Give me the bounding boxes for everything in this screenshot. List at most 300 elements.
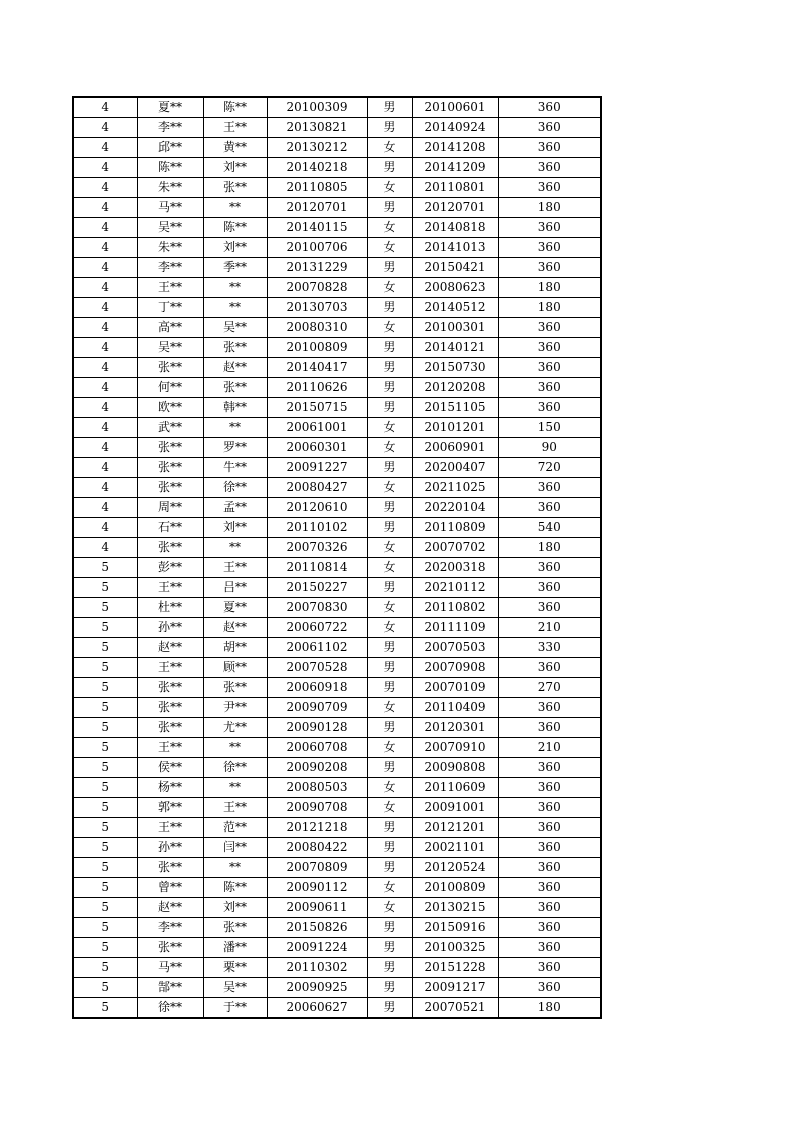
start-date-cell: 20080310 — [267, 318, 367, 338]
amount-cell: 180 — [498, 198, 601, 218]
start-date-cell: 20130703 — [267, 298, 367, 318]
start-date-cell: 20150227 — [267, 578, 367, 598]
start-date-cell: 20080503 — [267, 778, 367, 798]
table-row — [73, 518, 601, 538]
end-date-cell: 20210112 — [412, 578, 498, 598]
amount-cell: 720 — [498, 458, 601, 478]
gender-cell: 女 — [367, 798, 412, 818]
table-row — [73, 738, 601, 758]
start-date-cell: 20131229 — [267, 258, 367, 278]
table-row — [73, 178, 601, 198]
start-date-cell: 20070326 — [267, 538, 367, 558]
table-row — [73, 498, 601, 518]
amount-cell: 360 — [498, 398, 601, 418]
name-cell: 郭** — [137, 798, 203, 818]
table-row — [73, 358, 601, 378]
name-cell: 王** — [137, 658, 203, 678]
amount-cell: 90 — [498, 438, 601, 458]
table-row — [73, 538, 601, 558]
amount-cell: 360 — [498, 918, 601, 938]
contact-cell: ** — [203, 538, 267, 558]
name-cell: 陈** — [137, 158, 203, 178]
gender-cell: 女 — [367, 898, 412, 918]
group-cell: 4 — [73, 458, 137, 478]
contact-cell: 王** — [203, 558, 267, 578]
gender-cell: 男 — [367, 398, 412, 418]
amount-cell: 360 — [498, 478, 601, 498]
table-row — [73, 458, 601, 478]
start-date-cell: 20120701 — [267, 198, 367, 218]
table-row — [73, 718, 601, 738]
start-date-cell: 20060722 — [267, 618, 367, 638]
group-cell: 4 — [73, 518, 137, 538]
table-row — [73, 638, 601, 658]
gender-cell: 男 — [367, 97, 412, 118]
gender-cell: 女 — [367, 138, 412, 158]
start-date-cell: 20090208 — [267, 758, 367, 778]
gender-cell: 女 — [367, 438, 412, 458]
name-cell: 王** — [137, 738, 203, 758]
contact-cell: 夏** — [203, 598, 267, 618]
end-date-cell: 20110409 — [412, 698, 498, 718]
contact-cell: 张** — [203, 678, 267, 698]
name-cell: 邱** — [137, 138, 203, 158]
start-date-cell: 20060918 — [267, 678, 367, 698]
name-cell: 李** — [137, 118, 203, 138]
name-cell: 杨** — [137, 778, 203, 798]
end-date-cell: 20141208 — [412, 138, 498, 158]
name-cell: 彭** — [137, 558, 203, 578]
name-cell: 武** — [137, 418, 203, 438]
contact-cell: 顾** — [203, 658, 267, 678]
end-date-cell: 20141013 — [412, 238, 498, 258]
gender-cell: 女 — [367, 538, 412, 558]
end-date-cell: 20150421 — [412, 258, 498, 278]
table-row — [73, 258, 601, 278]
name-cell: 赵** — [137, 898, 203, 918]
table-row — [73, 878, 601, 898]
contact-cell: 张** — [203, 338, 267, 358]
group-cell: 4 — [73, 318, 137, 338]
group-cell: 4 — [73, 138, 137, 158]
name-cell: 李** — [137, 918, 203, 938]
table-row — [73, 618, 601, 638]
amount-cell: 360 — [498, 658, 601, 678]
contact-cell: 于** — [203, 998, 267, 1019]
table-row — [73, 398, 601, 418]
gender-cell: 女 — [367, 218, 412, 238]
group-cell: 4 — [73, 418, 137, 438]
name-cell: 郜** — [137, 978, 203, 998]
table-row — [73, 438, 601, 458]
contact-cell: 陈** — [203, 218, 267, 238]
start-date-cell: 20060627 — [267, 998, 367, 1019]
table-row — [73, 378, 601, 398]
start-date-cell: 20140218 — [267, 158, 367, 178]
group-cell: 5 — [73, 558, 137, 578]
end-date-cell: 20140924 — [412, 118, 498, 138]
amount-cell: 360 — [498, 138, 601, 158]
name-cell: 张** — [137, 718, 203, 738]
name-cell: 杜** — [137, 598, 203, 618]
name-cell: 夏** — [137, 97, 203, 118]
group-cell: 4 — [73, 298, 137, 318]
amount-cell: 360 — [498, 758, 601, 778]
contact-cell: 张** — [203, 178, 267, 198]
end-date-cell: 20120208 — [412, 378, 498, 398]
contact-cell: 吴** — [203, 978, 267, 998]
name-cell: 徐** — [137, 998, 203, 1019]
table-row — [73, 278, 601, 298]
amount-cell: 360 — [498, 858, 601, 878]
group-cell: 4 — [73, 338, 137, 358]
end-date-cell: 20110802 — [412, 598, 498, 618]
start-date-cell: 20100809 — [267, 338, 367, 358]
name-cell: 马** — [137, 198, 203, 218]
amount-cell: 360 — [498, 338, 601, 358]
group-cell: 5 — [73, 678, 137, 698]
group-cell: 4 — [73, 218, 137, 238]
gender-cell: 男 — [367, 118, 412, 138]
group-cell: 5 — [73, 978, 137, 998]
name-cell: 张** — [137, 858, 203, 878]
group-cell: 4 — [73, 118, 137, 138]
start-date-cell: 20110302 — [267, 958, 367, 978]
end-date-cell: 20100601 — [412, 97, 498, 118]
end-date-cell: 20100325 — [412, 938, 498, 958]
gender-cell: 女 — [367, 878, 412, 898]
gender-cell: 男 — [367, 838, 412, 858]
name-cell: 张** — [137, 538, 203, 558]
contact-cell: 牛** — [203, 458, 267, 478]
group-cell: 4 — [73, 238, 137, 258]
amount-cell: 180 — [498, 998, 601, 1019]
gender-cell: 男 — [367, 298, 412, 318]
group-cell: 4 — [73, 358, 137, 378]
contact-cell: 刘** — [203, 518, 267, 538]
start-date-cell: 20090128 — [267, 718, 367, 738]
group-cell: 4 — [73, 158, 137, 178]
end-date-cell: 20120301 — [412, 718, 498, 738]
start-date-cell: 20150826 — [267, 918, 367, 938]
contact-cell: 徐** — [203, 758, 267, 778]
contact-cell: 张** — [203, 378, 267, 398]
end-date-cell: 20070908 — [412, 658, 498, 678]
amount-cell: 360 — [498, 798, 601, 818]
start-date-cell: 20060301 — [267, 438, 367, 458]
amount-cell: 360 — [498, 358, 601, 378]
table-row — [73, 818, 601, 838]
table-row — [73, 778, 601, 798]
contact-cell: 季** — [203, 258, 267, 278]
end-date-cell: 20070109 — [412, 678, 498, 698]
contact-cell: 吕** — [203, 578, 267, 598]
group-cell: 4 — [73, 258, 137, 278]
gender-cell: 男 — [367, 578, 412, 598]
gender-cell: 男 — [367, 818, 412, 838]
start-date-cell: 20140115 — [267, 218, 367, 238]
group-cell: 5 — [73, 818, 137, 838]
amount-cell: 360 — [498, 578, 601, 598]
start-date-cell: 20070528 — [267, 658, 367, 678]
table-row — [73, 678, 601, 698]
gender-cell: 男 — [367, 158, 412, 178]
contact-cell: 刘** — [203, 898, 267, 918]
amount-cell: 360 — [498, 238, 601, 258]
start-date-cell: 20080422 — [267, 838, 367, 858]
gender-cell: 男 — [367, 378, 412, 398]
group-cell: 4 — [73, 498, 137, 518]
end-date-cell: 20140121 — [412, 338, 498, 358]
end-date-cell: 20150916 — [412, 918, 498, 938]
table-row — [73, 578, 601, 598]
gender-cell: 男 — [367, 858, 412, 878]
contact-cell: ** — [203, 778, 267, 798]
group-cell: 5 — [73, 618, 137, 638]
end-date-cell: 20120524 — [412, 858, 498, 878]
group-cell: 5 — [73, 598, 137, 618]
table-row — [73, 198, 601, 218]
contact-cell: ** — [203, 278, 267, 298]
amount-cell: 360 — [498, 878, 601, 898]
gender-cell: 男 — [367, 918, 412, 938]
contact-cell: 黄** — [203, 138, 267, 158]
name-cell: 朱** — [137, 238, 203, 258]
name-cell: 张** — [137, 678, 203, 698]
start-date-cell: 20070830 — [267, 598, 367, 618]
group-cell: 5 — [73, 858, 137, 878]
name-cell: 周** — [137, 498, 203, 518]
end-date-cell: 20120701 — [412, 198, 498, 218]
start-date-cell: 20090925 — [267, 978, 367, 998]
amount-cell: 360 — [498, 698, 601, 718]
start-date-cell: 20110805 — [267, 178, 367, 198]
gender-cell: 男 — [367, 978, 412, 998]
end-date-cell: 20151105 — [412, 398, 498, 418]
name-cell: 侯** — [137, 758, 203, 778]
contact-cell: 吴** — [203, 318, 267, 338]
contact-cell: 张** — [203, 918, 267, 938]
amount-cell: 180 — [498, 298, 601, 318]
table-row — [73, 658, 601, 678]
contact-cell: 王** — [203, 118, 267, 138]
start-date-cell: 20130821 — [267, 118, 367, 138]
start-date-cell: 20140417 — [267, 358, 367, 378]
gender-cell: 男 — [367, 498, 412, 518]
amount-cell: 270 — [498, 678, 601, 698]
contact-cell: 罗** — [203, 438, 267, 458]
amount-cell: 360 — [498, 818, 601, 838]
start-date-cell: 20080427 — [267, 478, 367, 498]
table-row — [73, 798, 601, 818]
amount-cell: 360 — [498, 558, 601, 578]
amount-cell: 540 — [498, 518, 601, 538]
contact-cell: 韩** — [203, 398, 267, 418]
group-cell: 5 — [73, 718, 137, 738]
name-cell: 孙** — [137, 838, 203, 858]
group-cell: 5 — [73, 918, 137, 938]
gender-cell: 女 — [367, 178, 412, 198]
end-date-cell: 20130215 — [412, 898, 498, 918]
end-date-cell: 20091001 — [412, 798, 498, 818]
end-date-cell: 20200407 — [412, 458, 498, 478]
group-cell: 4 — [73, 198, 137, 218]
end-date-cell: 20060901 — [412, 438, 498, 458]
contact-cell: 刘** — [203, 238, 267, 258]
amount-cell: 360 — [498, 838, 601, 858]
contact-cell: ** — [203, 298, 267, 318]
name-cell: 吴** — [137, 338, 203, 358]
table-row — [73, 218, 601, 238]
table-row — [73, 138, 601, 158]
amount-cell: 360 — [498, 118, 601, 138]
group-cell: 4 — [73, 178, 137, 198]
table-row — [73, 97, 601, 118]
amount-cell: 360 — [498, 958, 601, 978]
end-date-cell: 20121201 — [412, 818, 498, 838]
gender-cell: 女 — [367, 238, 412, 258]
name-cell: 王** — [137, 278, 203, 298]
end-date-cell: 20150730 — [412, 358, 498, 378]
name-cell: 曾** — [137, 878, 203, 898]
gender-cell: 男 — [367, 458, 412, 478]
group-cell: 5 — [73, 578, 137, 598]
gender-cell: 女 — [367, 418, 412, 438]
start-date-cell: 20090709 — [267, 698, 367, 718]
start-date-cell: 20090112 — [267, 878, 367, 898]
gender-cell: 男 — [367, 638, 412, 658]
table-row — [73, 418, 601, 438]
contact-cell: ** — [203, 198, 267, 218]
start-date-cell: 20090611 — [267, 898, 367, 918]
gender-cell: 男 — [367, 998, 412, 1019]
amount-cell: 360 — [498, 898, 601, 918]
table-row — [73, 858, 601, 878]
end-date-cell: 20200318 — [412, 558, 498, 578]
name-cell: 欧** — [137, 398, 203, 418]
amount-cell: 360 — [498, 258, 601, 278]
gender-cell: 女 — [367, 618, 412, 638]
end-date-cell: 20141209 — [412, 158, 498, 178]
name-cell: 张** — [137, 438, 203, 458]
table-row — [73, 978, 601, 998]
contact-cell: ** — [203, 738, 267, 758]
table-row — [73, 238, 601, 258]
table-row — [73, 558, 601, 578]
start-date-cell: 20121218 — [267, 818, 367, 838]
amount-cell: 150 — [498, 418, 601, 438]
contact-cell: 孟** — [203, 498, 267, 518]
contact-cell: 赵** — [203, 618, 267, 638]
amount-cell: 360 — [498, 978, 601, 998]
start-date-cell: 20110814 — [267, 558, 367, 578]
amount-cell: 360 — [498, 97, 601, 118]
start-date-cell: 20100309 — [267, 97, 367, 118]
gender-cell: 女 — [367, 478, 412, 498]
start-date-cell: 20070828 — [267, 278, 367, 298]
amount-cell: 180 — [498, 278, 601, 298]
end-date-cell: 20100301 — [412, 318, 498, 338]
contact-cell: 陈** — [203, 878, 267, 898]
end-date-cell: 20111109 — [412, 618, 498, 638]
end-date-cell: 20021101 — [412, 838, 498, 858]
contact-cell: 闫** — [203, 838, 267, 858]
amount-cell: 360 — [498, 378, 601, 398]
table-row — [73, 478, 601, 498]
amount-cell: 360 — [498, 178, 601, 198]
start-date-cell: 20070809 — [267, 858, 367, 878]
group-cell: 5 — [73, 838, 137, 858]
contact-cell: 栗** — [203, 958, 267, 978]
table-row — [73, 158, 601, 178]
group-cell: 5 — [73, 658, 137, 678]
contact-cell: 潘** — [203, 938, 267, 958]
name-cell: 张** — [137, 478, 203, 498]
start-date-cell: 20091227 — [267, 458, 367, 478]
end-date-cell: 20220104 — [412, 498, 498, 518]
table-row — [73, 938, 601, 958]
gender-cell: 男 — [367, 258, 412, 278]
amount-cell: 360 — [498, 158, 601, 178]
group-cell: 5 — [73, 778, 137, 798]
group-cell: 4 — [73, 438, 137, 458]
end-date-cell: 20110609 — [412, 778, 498, 798]
name-cell: 朱** — [137, 178, 203, 198]
name-cell: 张** — [137, 938, 203, 958]
start-date-cell: 20120610 — [267, 498, 367, 518]
end-date-cell: 20140818 — [412, 218, 498, 238]
name-cell: 赵** — [137, 638, 203, 658]
end-date-cell: 20101201 — [412, 418, 498, 438]
name-cell: 石** — [137, 518, 203, 538]
end-date-cell: 20080623 — [412, 278, 498, 298]
amount-cell: 360 — [498, 318, 601, 338]
table-row — [73, 838, 601, 858]
contact-cell: 范** — [203, 818, 267, 838]
amount-cell: 330 — [498, 638, 601, 658]
table-row — [73, 118, 601, 138]
end-date-cell: 20100809 — [412, 878, 498, 898]
contact-cell: 王** — [203, 798, 267, 818]
end-date-cell: 20090808 — [412, 758, 498, 778]
end-date-cell: 20110809 — [412, 518, 498, 538]
name-cell: 张** — [137, 458, 203, 478]
gender-cell: 女 — [367, 278, 412, 298]
name-cell: 丁** — [137, 298, 203, 318]
end-date-cell: 20151228 — [412, 958, 498, 978]
group-cell: 5 — [73, 998, 137, 1019]
end-date-cell: 20211025 — [412, 478, 498, 498]
contact-cell: 刘** — [203, 158, 267, 178]
table-body — [73, 97, 601, 1018]
amount-cell: 210 — [498, 618, 601, 638]
name-cell: 李** — [137, 258, 203, 278]
start-date-cell: 20100706 — [267, 238, 367, 258]
name-cell: 孙** — [137, 618, 203, 638]
contact-cell: ** — [203, 418, 267, 438]
start-date-cell: 20060708 — [267, 738, 367, 758]
gender-cell: 女 — [367, 698, 412, 718]
gender-cell: 男 — [367, 198, 412, 218]
contact-cell: 胡** — [203, 638, 267, 658]
group-cell: 4 — [73, 378, 137, 398]
amount-cell: 360 — [498, 718, 601, 738]
name-cell: 何** — [137, 378, 203, 398]
name-cell: 马** — [137, 958, 203, 978]
group-cell: 5 — [73, 958, 137, 978]
amount-cell: 360 — [498, 218, 601, 238]
group-cell: 5 — [73, 638, 137, 658]
